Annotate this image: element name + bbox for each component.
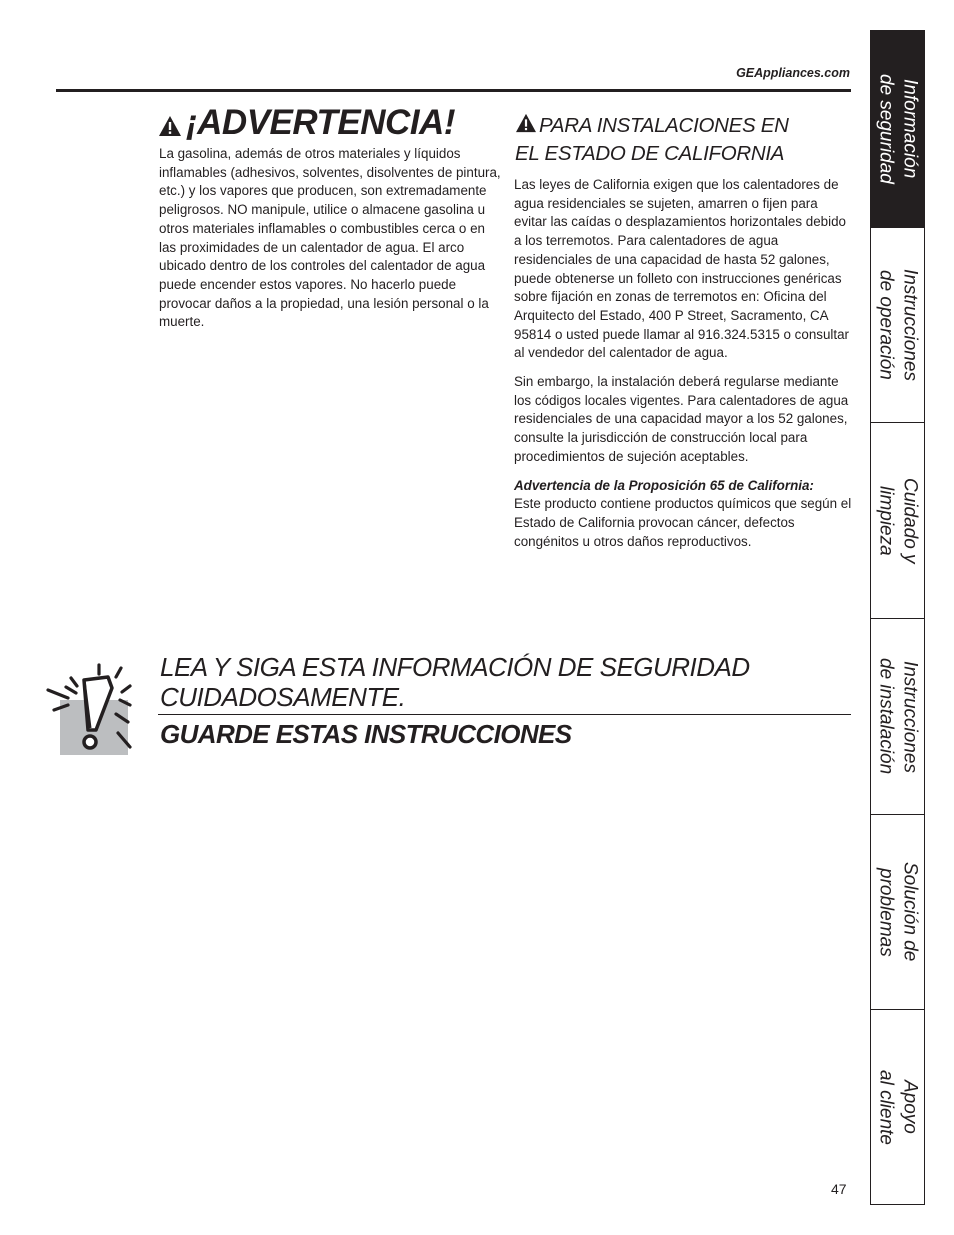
warning-body: La gasolina, además de otros materiales y líquidos inflamables (adhesivos, solventes, disolventes de pintura, etc.) y los vapores que producen, son extremadamente peligrosos. NO manipule, utilice o almacene gasolina u otros materiales inflamables o combustibles cerca o en las proximidades de un calentador de agua. El arco ubicado dentro de los controles del calentador de agua puede encender estos vapores. No hacerlo puede provocar daños a la propiedad, una lesión personal o la muerte. — [159, 146, 501, 330]
warning-title — [158, 103, 455, 143]
tab-consumer-support[interactable] — [871, 1010, 924, 1204]
header-divider — [56, 89, 851, 92]
page-number: 47 — [831, 1181, 847, 1197]
tab-label: Solución de problemas — [875, 862, 921, 962]
read-safety-line1: LEA Y SIGA ESTA INFORMACIÓN DE SEGURIDAD — [160, 652, 750, 682]
tab-label: Información de seguridad — [875, 74, 921, 184]
california-paragraph-1: Las leyes de California exigen que los calentadores de agua residenciales se sujeten, amarren o fijen para evitar las caídas o desplazamientos horizontales debido a los terremotos. Para calentadores de agua residenciales de una capacidad de hasta 52 galones, puede obtenerse un folleto con instrucciones genéricas sobre fijación en zonas de terremotos en: Oficina del Arquitecto del Estado, 400 P Street, Sacramento, CA 95814 o usted puede llamar al 916.324.5315 o consultar al vendedor del calentador de agua. — [514, 177, 850, 361]
california-title-line2: EL ESTADO DE CALIFORNIA — [515, 142, 785, 165]
tab-troubleshooting[interactable] — [871, 815, 924, 1010]
section-tabs — [870, 30, 925, 1205]
tab-label: Cuidado y limpieza — [875, 477, 921, 564]
warning-triangle-icon — [158, 115, 182, 137]
read-safety-line2: CUIDADOSAMENTE. — [160, 682, 406, 712]
warning-triangle-icon — [515, 113, 537, 133]
tab-label: Apoyo al cliente — [875, 1069, 921, 1145]
california-body — [514, 176, 854, 561]
california-title-line1: PARA INSTALACIONES EN — [539, 114, 789, 137]
tab-installation-instructions[interactable] — [871, 619, 924, 815]
prop65-paragraph — [514, 477, 854, 552]
tab-operating-instructions[interactable] — [871, 228, 924, 423]
tab-label: Instrucciones de operación — [875, 269, 921, 381]
warning-title-text: ¡ADVERTENCIA! — [186, 103, 455, 142]
tab-safety-information[interactable] — [871, 31, 924, 228]
california-paragraph-2: Sin embargo, la instalación deberá regularse mediante los códigos locales vigentes. Para calentadores de agua residenciales de una capacidad mayor a los 52 galones, consulte la jurisdicción de construcción local para procedimientos de sujeción aceptables. — [514, 374, 849, 464]
california-title — [515, 112, 845, 168]
site-url[interactable]: GEAppliances.com — [736, 66, 850, 80]
prop65-text: Este producto contiene productos químicos que según el Estado de California provocan cáncer, defectos congénitos u otros daños reproductivos. — [514, 496, 852, 549]
save-instructions-heading: GUARDE ESTAS INSTRUCCIONES — [160, 719, 572, 749]
prop65-label: Advertencia de la Proposición 65 de California: — [514, 477, 814, 493]
tab-label: Instrucciones de instalación — [875, 658, 921, 775]
safety-alert-icon — [46, 660, 146, 760]
read-safety-heading — [160, 652, 850, 712]
tab-care-and-cleaning[interactable] — [871, 423, 924, 619]
banner-divider — [158, 714, 851, 715]
